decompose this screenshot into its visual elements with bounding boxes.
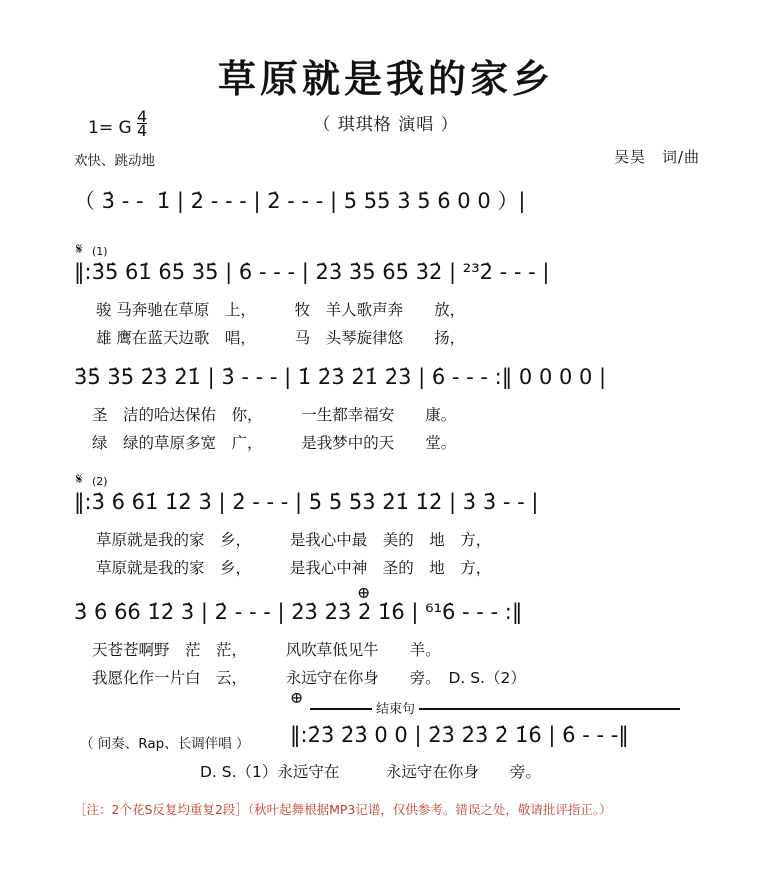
repeat-start-1: ‖: [74,260,92,284]
system-verse-1a-notes [74,260,550,284]
chorus-2a-note-string: 3̇ 6̇ 6̇1̇ 1̇2̇ 3̇ | 2̇ - - - | 5̇ 5̇ 5̇3̇ 2̇1̇ 1̇2̇ | 3̇ 3̇ - - | [91,490,539,514]
chorus-2a-lyric-line-1: 草原就是我的家 乡， 是我心中最 美的 地 方， [96,531,492,549]
verse-1a-lyric-line-2: 雄 鹰在蓝天边歌 唱， 马 头琴旋律悠 扬， [96,329,466,347]
system-chorus-2b-notes: 3̇ 6̇ 6̇6̇ 1̇2̇ 3̇ | 2̇ - - - | 2̇3̇ 2̇3̇ 2̇ 1̇6̇ | ⁶¹6̇ - - - :‖ [74,600,523,624]
composer-credit: 吴昊 词/曲 [613,148,700,166]
ending-prefix-label: （ 间奏、Rap、长调伴唱 ） [80,736,250,752]
verse-1a-note-string: 3̇5̇ 6̇1̇ 6̇5̇ 3̇5̇ | 6̇ - - - | 2̇3̇ 3̇5̇ 6̇5̇ 3̇2̇ | ²³2̇ - - - | [91,260,550,284]
singer-line: （ 琪琪格 演唱 ） [313,115,459,135]
ending-section-rule [310,708,680,710]
verse-1a-lyric-line-1: 骏 马奔驰在草原 上， 牧 羊人歌声奔 放， [96,301,466,319]
time-signature-numerator: 4 [137,107,148,126]
footnote: ［注：2个花S反复均重复2段］（秋叶起舞根据MP3记谱，仅供参考。错误之处，敬请批评指正。） [74,802,612,817]
time-signature-denominator: 4 [137,121,148,140]
chorus-2b-lyric-line-2: 我愿化作一片白 云， 永远守在你身 旁。 D. S.（2） [92,669,526,687]
repeat-start-3: ‖: [290,723,308,747]
mood-marking: 欢快、跳动地 [74,153,155,169]
repeat-start-2: ‖: [74,490,92,514]
page-title: 草原就是我的家乡 [217,57,554,101]
segno-label-1: (1) [92,245,108,258]
segno-icon-2: 𝄋 [76,470,83,488]
ending-section-label: 结束句 [372,698,419,717]
coda-icon-1: ⊕ [357,583,371,602]
ending-lyric-line-1: D. S.（1）永远守在 永远守在你身 旁。 [200,763,541,781]
system-ending-notes [290,723,629,747]
verse-1b-lyric-line-1: 圣 洁的哈达保佑 你， 一生都幸福安 康。 [92,406,457,424]
system-verse-1b-notes: 3̇5̇ 3̇5̇ 2̇3̇ 2̇1̇ | 3̇ - - - | 1̇ 2̇3̇ 2̇1̇ 2̇3̇ | 6̇ - - - :‖ 0 0 0 0 | [74,365,607,389]
segno-label-2: (2) [92,475,108,488]
key-signature: 1= G [88,118,132,138]
verse-1b-lyric-line-2: 绿 绿的草原多宽 广， 是我梦中的天 堂。 [92,434,457,452]
system-intro-notes: （ 3̇ - - 1̇ | 2̇ - - - | 2̇ - - - | 5̇ 5̇5̇ 3̇ 5̇ 6̇ 0 0 ）| [74,189,526,213]
chorus-2a-lyric-line-2: 草原就是我的家 乡， 是我心中神 圣的 地 方， [96,559,492,577]
chorus-2b-lyric-line-1: 天苍苍啊野 茫 茫， 风吹草低见牛 羊。 [92,641,441,659]
ending-note-string: 2̇3̇ 2̇3̇ 0 0 | 2̇3̇ 2̇3̇ 2̇ 1̇6̇ | 6̇ - - -‖ [307,723,629,747]
segno-icon-1: 𝄋 [76,240,83,258]
coda-icon-2: ⊕ [290,688,304,707]
system-chorus-2a-notes [74,490,538,514]
time-signature [137,107,148,140]
